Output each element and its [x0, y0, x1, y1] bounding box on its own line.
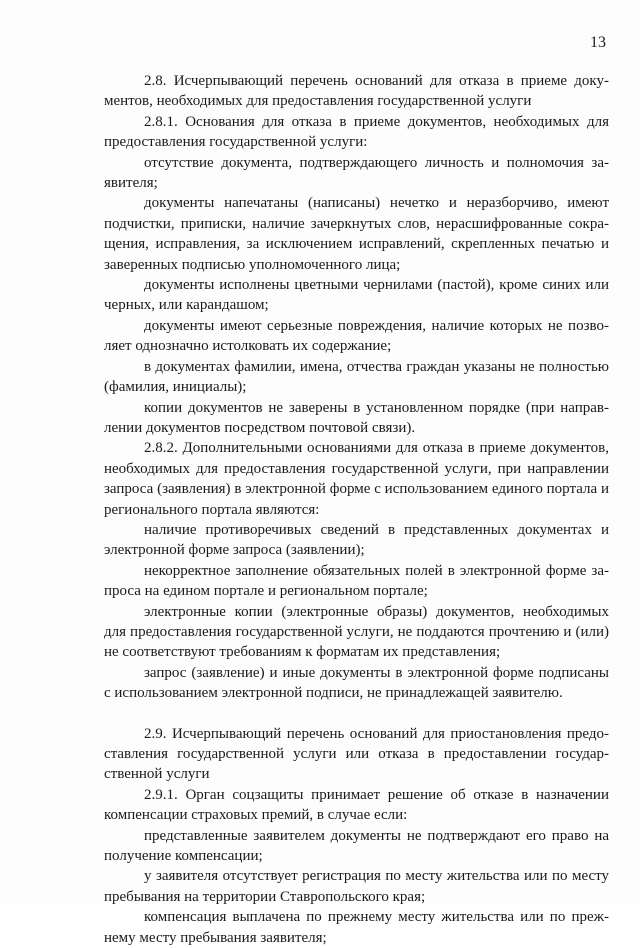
- list-item: документы исполнены цветными чернилами (пастой), кроме синих или черных, или карандашом;: [104, 277, 609, 314]
- list-item: документы напечатаны (написаны) нечетко и неразборчиво, имеют подчистки, приписки, наличие зачеркнутых слов, нерасшифрованные сокра-щения, исправления, за исключением исправлений, скрепленных печатью и заверенных подписью уполномоченного лица;: [104, 195, 609, 273]
- list-item: документы имеют серьезные повреждения, наличие которых не позво-ляет однозначно истолковать их содержание;: [104, 317, 609, 355]
- list-item: некорректное заполнение обязательных полей в электронной форме за-проса на едином портале и региональном портале;: [104, 562, 609, 600]
- page-number: 13: [590, 34, 606, 51]
- section-2-8-2: 2.8.2. Дополнительными основаниями для отказа в приеме документов, необходимых для предоставления государственной услуги, при направлении запроса (заявления) в электронной форме с использованием единого портала и регионального портала являются:: [104, 440, 609, 518]
- document-body: [104, 71, 609, 948]
- list-item: компенсация выплачена по прежнему месту жительства или по преж-нему месту пребывания заявителя;: [104, 909, 609, 946]
- list-item: наличие противоречивых сведений в представленных документах и электронной форме запроса (заявлении);: [104, 521, 609, 559]
- section-gap: [104, 704, 609, 724]
- list-item: у заявителя отсутствует регистрация по месту жительства или по месту пребывания на территории Ставропольского края;: [104, 868, 609, 905]
- list-item: электронные копии (электронные образы) документов, необходимых для предоставления государственной услуги, не поддаются прочтению и (или) не соответствуют требованиям к форматам их представления;: [104, 603, 609, 661]
- section-2-8-heading: 2.8. Исчерпывающий перечень оснований для отказа в приеме доку-ментов, необходимых для предоставления государственной услуги: [104, 73, 609, 110]
- list-item: копии документов не заверены в установленном порядке (при направ-лении документов посредством почтовой связи).: [104, 399, 609, 436]
- section-2-8-1: 2.8.1. Основания для отказа в приеме документов, необходимых для предоставления государственной услуги:: [104, 113, 609, 151]
- section-2-9-1: 2.9.1. Орган соцзащиты принимает решение об отказе в назначении компенсации страховых премий, в случае если:: [104, 786, 609, 824]
- list-item: запрос (заявление) и иные документы в электронной форме подписаны с использованием электронной подписи, не принадлежащей заявителю.: [104, 664, 609, 702]
- list-item: представленные заявителем документы не подтверждают его право на получение компенсации;: [104, 827, 609, 865]
- list-item: в документах фамилии, имена, отчества граждан указаны не полностью (фамилия, инициалы);: [104, 358, 609, 396]
- list-item: отсутствие документа, подтверждающего личность и полномочия за-явителя;: [104, 154, 609, 192]
- section-2-9-heading: 2.9. Исчерпывающий перечень оснований для приостановления предо-ставления государственной услуги или отказа в предоставлении государ-ственной услуги: [104, 725, 609, 783]
